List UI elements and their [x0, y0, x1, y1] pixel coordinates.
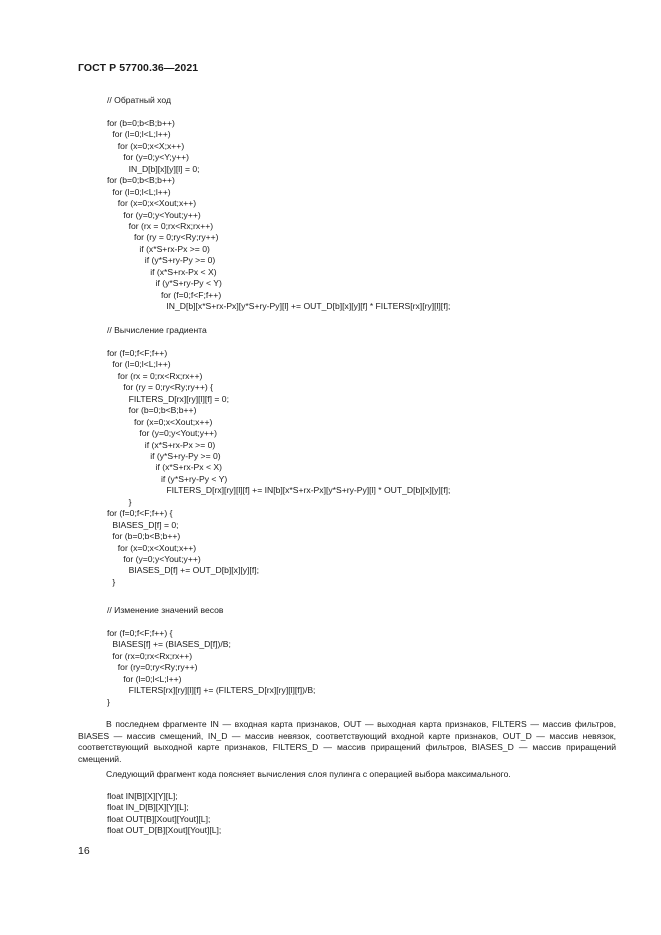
code-line: for (y=0;y<Y;y++) [123, 152, 190, 163]
code-line: // Обратный ход [107, 95, 171, 105]
code-line: float IN_D[B][X][Y][L]; [107, 802, 189, 813]
code-line: for (l=0;l<L;l++) [112, 186, 171, 197]
code-line: for (b=0;b<B;b++) [128, 405, 197, 416]
code-line: float OUT_D[B][Xout][Yout][L]; [107, 825, 222, 836]
code-line: BIASES_D[f] = 0; [112, 519, 179, 530]
code-line: } [107, 696, 110, 707]
paragraph-text: В последнем фрагменте IN — входная карта признаков, OUT — выходная карта признаков, FILTERS — массив фильтров, BIASES — массив смещений, IN_D — массив невязок, соответствующий входной карте признаков, OUT_D — массив невязок, соответствующий выходной карте признаков, FILTERS_D — массив приращений фильтров, BIASES_D — массив приращений смещений. [78, 719, 616, 764]
code-line: if (y*S+ry-Py < Y) [155, 278, 222, 289]
code-line: for (rx = 0;rx<Rx;rx++) [128, 220, 214, 231]
paragraph-text: Следующий фрагмент кода поясняет вычисления слоя пулинга с операцией выбора максимального. [106, 769, 511, 779]
code-line: for (x=0;x<Xout;x++) [117, 542, 197, 553]
code-line: for (b=0;b<B;b++) [107, 175, 175, 186]
code-line: for (ry = 0;ry<Ry;ry++) [134, 232, 219, 243]
code-line: for (l=0;l<L;l++) [112, 359, 171, 370]
code-line: for (f=0;f<F;f++) { [107, 627, 173, 638]
code-line: if (y*S+ry-Py >= 0) [144, 255, 216, 266]
code-line: for (f=0;f<F;f++) [161, 289, 222, 300]
code-line: for (l=0;l<L;l++) [112, 129, 171, 140]
code-line: for (ry=0;ry<Ry;ry++) [117, 662, 198, 673]
code-line: float IN[B][X][Y][L]; [107, 791, 178, 801]
code-line: IN_D[b][x*S+rx-Px][y*S+ry-Py][l] += OUT_D[b][x][y][f] * FILTERS[rx][ry][l][f]; [166, 301, 451, 312]
code-line: FILTERS[rx][ry][l][f] += (FILTERS_D[rx][ry][l][f])/B; [128, 685, 316, 696]
code-line: for (b=0;b<B;b++) [107, 117, 175, 128]
page-number: 16 [78, 845, 90, 857]
code-line: for (y=0;y<Yout;y++) [123, 554, 201, 564]
code-line: } [128, 496, 132, 507]
code-line: for (b=0;b<B;b++) [112, 531, 181, 542]
code-line: for (ry = 0;ry<Ry;ry++) { [123, 382, 213, 393]
code-line: if (x*S+rx-Px < X) [150, 266, 217, 277]
code-line: for (rx = 0;rx<Rx;rx++) [117, 370, 203, 381]
code-line: for (y=0;y<Yout;y++) [139, 428, 217, 439]
code-line: FILTERS_D[rx][ry][l][f] = 0; [128, 393, 229, 404]
code-line: for (y=0;y<Yout;y++) [123, 209, 201, 220]
code-line: for (rx=0;rx<Rx;rx++) [112, 650, 193, 661]
code-line: for (f=0;f<F;f++) { [107, 508, 173, 519]
code-line: if (y*S+ry-Py < Y) [161, 473, 228, 484]
code-line: for (x=0;x<Xout;x++) [134, 416, 213, 427]
code-line: if (y*S+ry-Py >= 0) [150, 450, 221, 461]
code-line: for (x=0;x<X;x++) [117, 140, 185, 151]
code-line: if (x*S+rx-Px < X) [155, 462, 222, 473]
paragraph [78, 769, 616, 781]
code-line: BIASES[f] += (BIASES_D[f])/B; [112, 639, 231, 650]
code-line: for (f=0;f<F;f++) [107, 347, 168, 358]
code-line: // Изменение значений весов [107, 605, 224, 615]
code-line: FILTERS_D[rx][ry][l][f] += IN[b][x*S+rx-Px][y*S+ry-Py][l] * OUT_D[b][x][y][f]; [166, 485, 451, 496]
code-line: for (l=0;l<L;l++) [123, 673, 182, 684]
code-line: BIASES_D[f] += OUT_D[b][x][y][f]; [128, 565, 259, 576]
code-line: IN_D[b][x][y][l] = 0; [128, 163, 200, 174]
code-line: if (x*S+rx-Px >= 0) [139, 243, 210, 254]
document-header: ГОСТ Р 57700.36—2021 [78, 62, 199, 74]
code-line: if (x*S+rx-Px >= 0) [144, 439, 216, 450]
paragraph [78, 719, 616, 765]
code-line: float OUT[B][Xout][Yout][L]; [107, 813, 211, 824]
code-line: // Вычисление градиента [107, 325, 207, 335]
code-line: } [112, 576, 116, 587]
code-line: for (x=0;x<Xout;x++) [117, 198, 197, 209]
